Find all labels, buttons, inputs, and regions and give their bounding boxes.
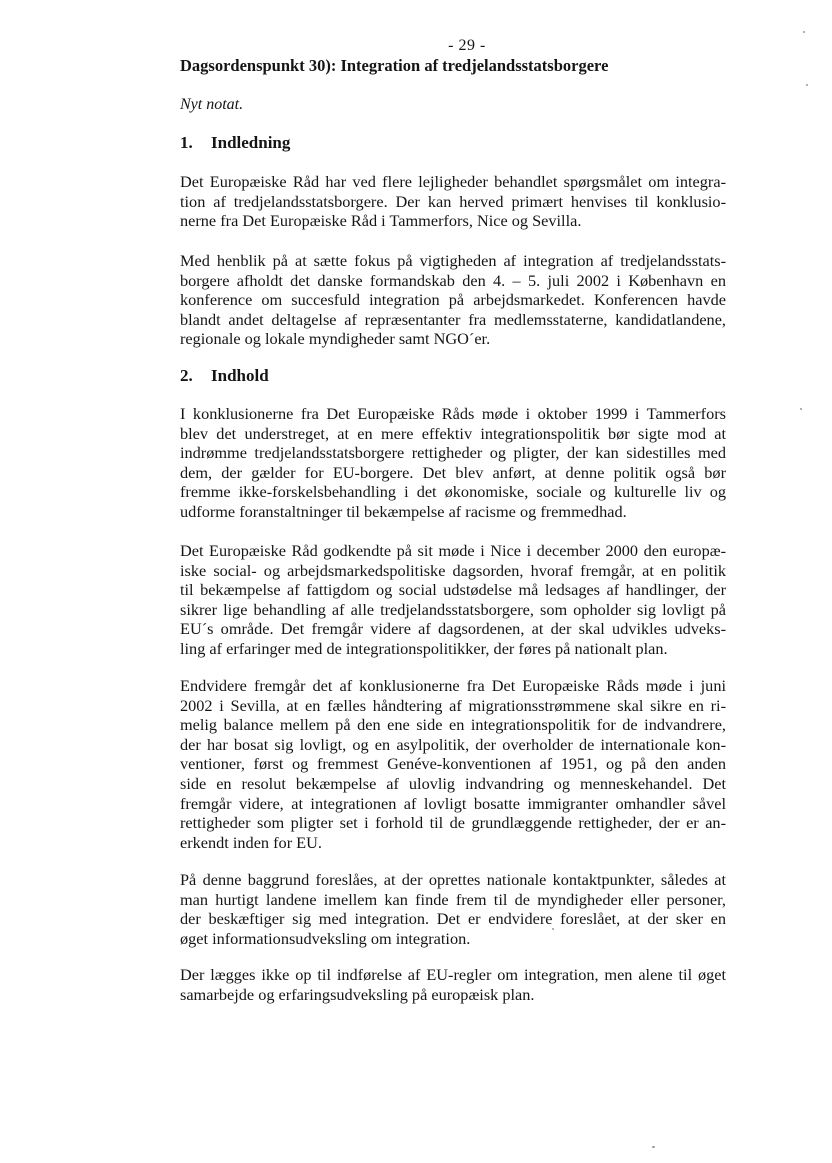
section-number: 1. bbox=[180, 133, 193, 152]
text-line: borgere afholdt det danske formandskab den 4. – 5. juli 2002 i København en bbox=[180, 270, 726, 290]
text-line: til bekæmpelse af fattigdom og social udstødelse må ledsages af handlinger, der bbox=[180, 580, 726, 600]
scan-speck bbox=[806, 84, 808, 86]
text-line: der har bosat sig lovligt, og en asylpolitik, der overholder de internationale kon- bbox=[180, 734, 726, 754]
page-number: - 29 - bbox=[448, 37, 486, 54]
agenda-item-title: Dagsordenspunkt 30): Integration af tredjelandsstatsborgere bbox=[180, 56, 609, 75]
section-title: Indledning bbox=[211, 133, 291, 152]
text-line: Der lægges ikke op til indførelse af EU-regler om integration, men alene til øget bbox=[180, 965, 726, 984]
paragraph-nice bbox=[180, 541, 726, 659]
text-line: I konklusionerne fra Det Europæiske Råds møde i oktober 1999 i Tammerfors bbox=[180, 404, 726, 423]
paragraph-tammerfors bbox=[180, 404, 726, 522]
text-line: blev det understreget, at en mere effektiv integrationspolitik bør sigte mod at bbox=[180, 423, 726, 443]
text-line: der beskæftiger sig med integration. Det er endvidere foreslået, at der sker en bbox=[180, 909, 726, 929]
text-line: fremme ikke-forskelsbehandling i det økonomiske, sociale og kulturelle liv og bbox=[180, 482, 726, 502]
section-number: 2. bbox=[180, 366, 193, 385]
text-line: blandt andet deltagelse af repræsentanter fra medlemsstaterne, kandidatlandene, bbox=[180, 309, 726, 329]
text-line: erkendt inden for EU. bbox=[180, 832, 322, 852]
paragraph-contact-points bbox=[180, 870, 726, 948]
text-line: På denne baggrund foreslåes, at der oprettes nationale kontaktpunkter, således at bbox=[180, 870, 726, 889]
note-label: Nyt notat. bbox=[180, 96, 244, 113]
text-line: nerne fra Det Europæiske Råd i Tammerfors, Nice og Sevilla. bbox=[180, 211, 582, 231]
text-line: iske social- og arbejdsmarkedspolitiske dagsorden, hvoraf fremgår, at en politik bbox=[180, 560, 726, 580]
text-line: melig balance mellem på den ene side en integrationspolitik for de indvandrere, bbox=[180, 715, 726, 735]
text-line: EU´s område. Det fremgår videre af dagsordenen, at der skal udvikles udveks- bbox=[180, 619, 726, 639]
text-line: udforme foranstaltninger til bekæmpelse af racisme og fremmedhad. bbox=[180, 501, 627, 521]
paragraph-intro-2 bbox=[180, 251, 726, 349]
section-heading-indledning bbox=[180, 132, 290, 154]
scan-speck bbox=[803, 31, 805, 33]
scan-speck bbox=[800, 408, 802, 410]
text-line: regionale og lokale myndigheder samt NGO´er. bbox=[180, 329, 491, 349]
scan-speck bbox=[552, 928, 554, 930]
text-line: tion af tredjelandsstatsborgere. Der kan herved primært henvises til konklusio- bbox=[180, 191, 726, 211]
text-line: Med henblik på at sætte fokus på vigtigheden af integration af tredjelandsstats- bbox=[180, 251, 726, 270]
text-line: øget informationsudveksling om integration. bbox=[180, 928, 471, 948]
text-line: Endvidere fremgår det af konklusionerne fra Det Europæiske Råds møde i juni bbox=[180, 676, 726, 695]
paragraph-conclusion bbox=[180, 965, 726, 1004]
text-line: fremgår videre, at integrationen af lovligt bosatte immigranter omhandler såvel bbox=[180, 793, 726, 813]
text-line: 2002 i Sevilla, at en fælles håndtering af migrationsstrømmene skal sikre en ri- bbox=[180, 695, 726, 715]
section-heading-indhold bbox=[180, 365, 269, 387]
text-line: man hurtigt landene imellem kan finde frem til de myndigheder eller personer, bbox=[180, 889, 726, 909]
text-line: side en resolut bekæmpelse af ulovlig indvandring og menneskehandel. Det bbox=[180, 773, 726, 793]
text-line: samarbejde og erfaringsudveksling på europæisk plan. bbox=[180, 984, 535, 1004]
text-line: ventioner, først og fremmest Genéve-konventionen af 1951, og på den anden bbox=[180, 754, 726, 774]
text-line: sikrer lige behandling af alle tredjelandsstatsborgere, som opholder sig lovligt på bbox=[180, 599, 726, 619]
paragraph-sevilla bbox=[180, 676, 726, 852]
text-line: indrømme tredjelandsstatsborgere rettigheder og pligter, der kan sidestilles med bbox=[180, 443, 726, 463]
text-line: Det Europæiske Råd har ved flere lejligheder behandlet spørgsmålet om integra- bbox=[180, 172, 726, 191]
text-line: konference om succesfuld integration på arbejdsmarkedet. Konferencen havde bbox=[180, 290, 726, 310]
section-title: Indhold bbox=[211, 366, 269, 385]
scan-speck bbox=[652, 1146, 655, 1148]
text-line: dem, der gælder for EU-borgere. Det blev anført, at denne politik også bør bbox=[180, 462, 726, 482]
text-line: rettigheder som pligter set i forhold til de grundlæggende rettigheder, der er an- bbox=[180, 813, 726, 833]
paragraph-intro-1 bbox=[180, 172, 726, 231]
text-line: Det Europæiske Råd godkendte på sit møde i Nice i december 2000 den europæ- bbox=[180, 541, 726, 560]
text-line: ling af erfaringer med de integrationspolitikker, der føres på nationalt plan. bbox=[180, 638, 668, 658]
